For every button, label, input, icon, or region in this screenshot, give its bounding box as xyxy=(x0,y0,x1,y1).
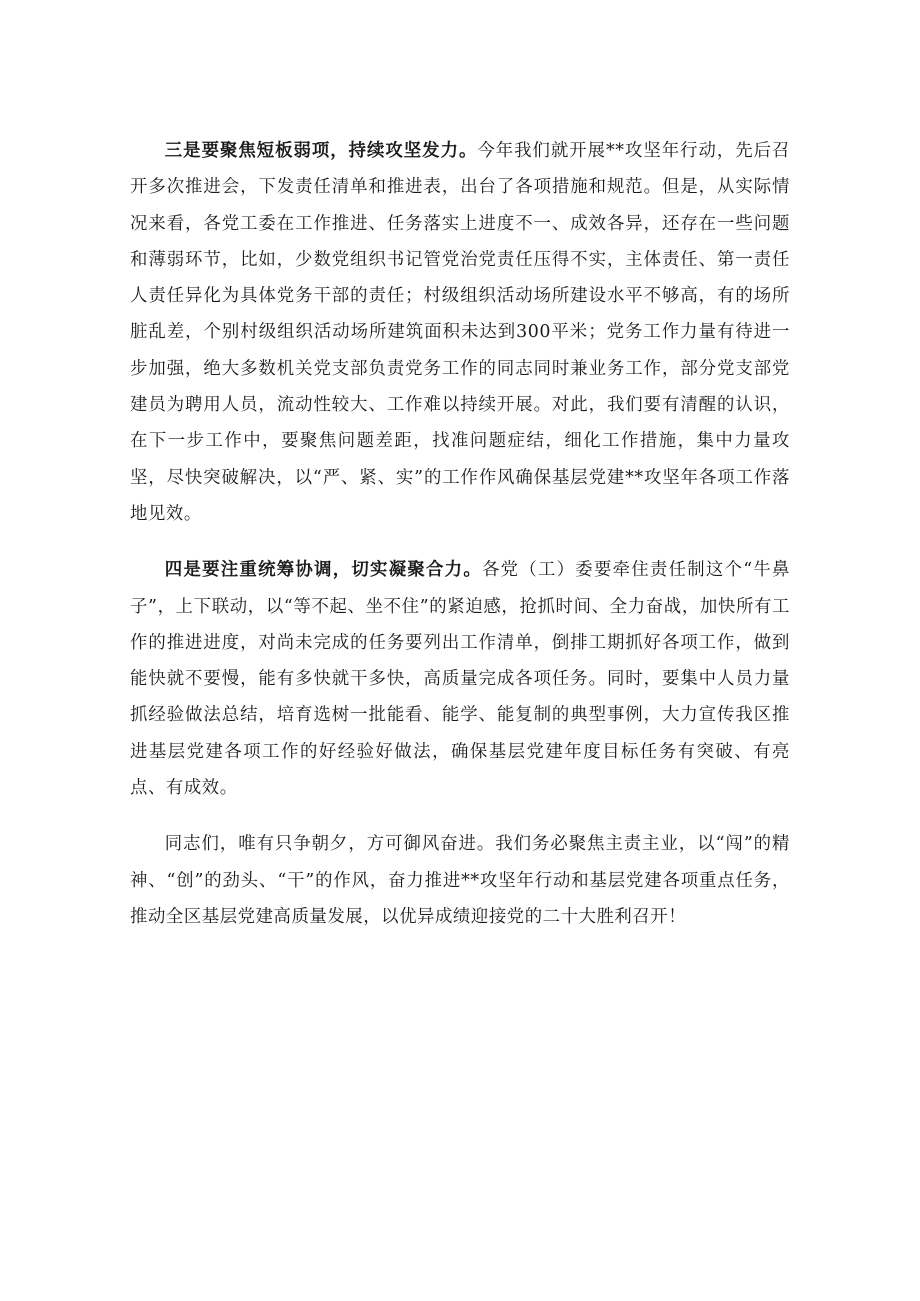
paragraph-text: 同志们，唯有只争朝夕，方可御风奋进。我们务必聚焦主责主业，以“闯”的精神、“创”的劲头、“干”的作风，奋力推进**攻坚年行动和基层党建各项重点任务，推动全区基层党建高质量发展，以优异成绩迎接党的二十大胜利召开！ xyxy=(130,834,790,927)
paragraph-text: 今年我们就开展**攻坚年行动，先后召开多次推进会，下发责任清单和推进表，出台了各项措施和规范。但是，从实际情况来看，各党工委在工作推进、任务落实上进度不一、成效各异，还存在一些问题和薄弱环节，比如，少数党组织书记管党治党责任压得不实，主体责任、第一责任人责任异化为具体党务干部的责任；村级组织活动场所建设水平不够高，有的场所脏乱差，个别村级组织活动场所建筑面积未达到300平米；党务工作力量有待进一步加强，绝大多数机关党支部负责党务工作的同志同时兼业务工作，部分党支部党建员为聘用人员，流动性较大、工作难以持续开展。对此，我们要有清醒的认识，在下一步工作中，要聚焦问题差距，找准问题症结，细化工作措施，集中力量攻坚，尽快突破解决，以“严、紧、实”的工作作风确保基层党建**攻坚年各项工作落地见效。 xyxy=(130,141,790,524)
document-body xyxy=(130,133,790,955)
paragraph-item-4 xyxy=(130,552,790,806)
paragraph-item-3 xyxy=(130,133,790,532)
paragraph-heading: 三是要聚焦短板弱项，持续攻坚发力。 xyxy=(164,141,478,161)
paragraph-closing xyxy=(130,826,790,935)
paragraph-text: 各党（工）委要牵住责任制这个“牛鼻子”，上下联动，以“等不起、坐不住”的紧迫感，抢抓时间、全力奋战，加快所有工作的推进进度，对尚未完成的任务要列出工作清单，倒排工期抓好各项工作，做到能快就不要慢，能有多快就干多快，高质量完成各项任务。同时，要集中人员力量抓经验做法总结，培育选树一批能看、能学、能复制的典型事例，大力宣传我区推进基层党建各项工作的好经验好做法，确保基层党建年度目标任务有突破、有亮点、有成效。 xyxy=(130,560,790,799)
paragraph-heading: 四是要注重统筹协调，切实凝聚合力。 xyxy=(164,560,482,581)
